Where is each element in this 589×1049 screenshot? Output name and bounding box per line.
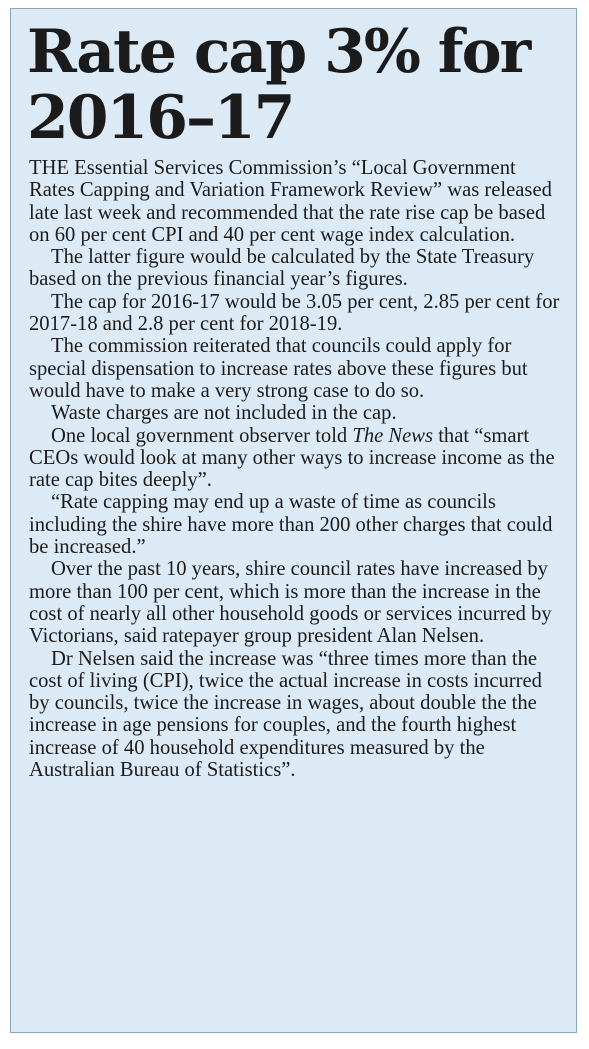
paragraph-treasury: The latter figure would be calculated by the State Treasury based on the previous financial year’s figures. <box>29 246 535 291</box>
publication-name: The News <box>352 424 434 447</box>
observer-text-after: that “smart CEOs would look at many other ways to increase income as the rate cap bites deeply”. <box>29 424 555 492</box>
paragraph-cap-figures: The cap for 2016-17 would be 3.05 per cent, 2.85 per cent for 2017-18 and 2.8 per cent for 2018-19. <box>29 290 560 336</box>
paragraph-quote: “Rate capping may end up a waste of time as councils including the shire have more than 200 other charges that could be increased.” <box>29 491 553 559</box>
paragraph-dispensation: The commission reiterated that councils could apply for special dispensation to increase rates above these figures but would have to make a very strong case to do so. <box>29 335 528 402</box>
observer-text-before: One local government observer told <box>51 424 353 447</box>
paragraph-waste-charges: Waste charges are not included in the cap. <box>51 402 397 425</box>
paragraph-intro: THE Essential Services Commission’s “Local Government Rates Capping and Variation Framework Review” was released late last week and recommended that the rate rise cap be based on 60 per cent CPI and 40 per cent wage index calculation. <box>29 157 552 246</box>
paragraph-observer <box>29 425 564 492</box>
article-body <box>11 151 576 781</box>
paragraph-rates-increase: Over the past 10 years, shire council rates have increased by more than 100 per cent, which is more than the increase in the cost of nearly all other household goods or services incurred by Victorians, said ratepayer group president Alan Nelsen. <box>29 558 552 648</box>
article-box <box>10 8 577 1033</box>
headline: Rate cap 3% for 2016–17 <box>27 17 530 153</box>
paragraph-nelsen: Dr Nelsen said the increase was “three times more than the cost of living (CPI), twice the actual increase in costs incurred by councils, twice the increase in wages, about double the the increase in age pensions for couples, and the fourth highest increase of 40 household expenditures measured by the Australian Bureau of Statistics”. <box>29 647 542 782</box>
